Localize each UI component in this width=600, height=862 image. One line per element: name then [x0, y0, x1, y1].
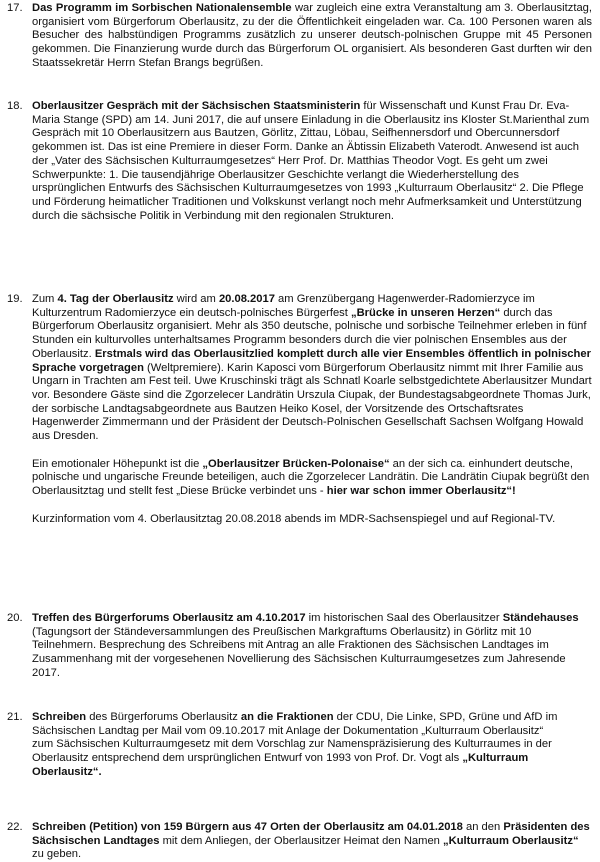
- item-body: [32, 711, 592, 780]
- bold-text: Treffen des Bürgerforums Oberlausitz am 4.10.2017: [32, 612, 306, 624]
- paragraph: [32, 2, 592, 71]
- list-item-17: [7, 2, 592, 71]
- paragraph: [32, 821, 592, 862]
- bold-text: „Kulturraum Oberlausitz“: [443, 834, 579, 847]
- text: Kurzinformation vom 4. Oberlausitztag 20.08.2018 abends im MDR-Sachsenspiegel und auf Regional-TV.: [32, 512, 556, 525]
- paragraph: [32, 293, 592, 444]
- bold-text: Oberlausitzer Gespräch mit der Sächsischen Staatsministerin: [32, 100, 361, 112]
- paragraph: [32, 513, 592, 527]
- text: des Bürgerforums Oberlausitz: [86, 711, 241, 723]
- list-item-20: [7, 612, 592, 681]
- text: wird am: [173, 293, 219, 305]
- bold-text: Schreiben (Petition) von 159 Bürgern aus 47 Orten der Oberlausitz am 04.01.2018: [32, 821, 463, 833]
- paragraph: [32, 738, 592, 779]
- text: war zugleich eine extra Veranstaltung am 3. Oberlausitztag, organisiert vom Bürgerforum Oberlausitz, zu der die Öffentlichkeit eingeladen war. Ca. 100 Personen waren als Besucher des halbstündigen Programms zusätzlich zu unserer deutsch-polnischen Gruppe mit 45 Personen gekommen. Die Finanzierung wurde durch das Bürgerforum OL organisiert. Als besonderen Gast durften wir den Staatssekretär Herrn Stefan Brangs begrüßen.: [32, 2, 592, 69]
- item-number: 19.: [7, 293, 23, 305]
- text: im historischen Saal des Oberlausitzer: [305, 612, 503, 624]
- item-body: [32, 821, 592, 862]
- item-number: 21.: [7, 711, 23, 723]
- bold-text: Präsidenten des Sächsischen Landtages: [32, 821, 590, 847]
- bold-text: Schreiben: [32, 711, 87, 723]
- bold-text: „Oberlausitzer Brücken-Polonaise“: [202, 457, 390, 470]
- item-number: 18.: [7, 100, 23, 112]
- bold-text: hier war schon immer Oberlausitz“!: [326, 485, 516, 498]
- paragraph: [32, 612, 592, 681]
- bold-text: „Kulturraum Oberlausitz“.: [32, 752, 529, 778]
- text: für Wissenschaft und Kunst Frau Dr. Eva-Maria Stange (SPD) am 14. Juni 2017, die auf unsere Einladung in die Oberlausitz ins Kloster St.Marienthal zum Gespräch mit 10 Oberlausitzern aus Bautzen, Görlitz, Zittau, Löbau, Seifhennersdorf und Obercunnersdorf gekommen ist. Das ist eine Premiere in dieser Form. Danke an Äbtissin Elizabeth Vaterodt. Anwesend ist auch der „Vater des Sächsischen Kulturraumgesetzes“ Herr Prof. Dr. Matthias Theodor Vogt. Es geht um zwei Schwerpunkte: 1. Die tausendjährige Oberlausitzer Geschichte verlangt die Wiederherstellung des ursprünglichen Entwurfs des Sächsischen Kulturraumgesetzes von 1993 „Kulturraum Oberlausitz“ 2. Die Pflege und Förderung heimatlicher Traditionen und Volkskunst verlangt noch mehr Aufmerksamkeit und Unterstützung durch die sächsische Politik in Verbindung mit den regionalen Strukturen.: [32, 100, 590, 222]
- item-body: [32, 100, 592, 223]
- bold-text: 4. Tag der Oberlausitz: [57, 293, 174, 305]
- text: am Grenzübergang Hagenwerder-Radomierzyce im Kulturzentrum Radomierzyce ein deutsch-polnisches Bürgerfest: [32, 293, 535, 319]
- bold-text: 20.08.2017: [218, 293, 275, 305]
- paragraph-gap: [32, 444, 592, 458]
- text: zum Sächsischen Kulturraumgesetz mit dem Vorschlag zur Namenspräzisierung des Kulturraumes in der Oberlausitz entsprechend dem ursprünglichen Entwurf von 1993 von Prof. Dr. Vogt als: [32, 738, 552, 765]
- text: Ein emotionaler Höhepunkt ist die: [32, 457, 203, 470]
- bold-text: „Brücke in unseren Herzen“: [351, 306, 501, 319]
- text: an den: [462, 821, 504, 833]
- text: (Tagungsort der Ständeversammlungen des Preußischen Markgraftums Oberlausitz) in Görlitz mit 10 Teilnehmern. Besprechung des Schreibens mit Antrag an alle Fraktionen des Sächsischen Landtages im Zusammenhang mit der vorgesehenen Novellierung des Sächsischen Kulturraumgesetzes zum Jahresende 2017.: [32, 625, 566, 679]
- paragraph-gap: [32, 499, 592, 513]
- bold-text: Erstmals wird das Oberlausitzlied komplett durch alle vier Ensembles öffentlich in polnischer Sprache vorgetragen: [32, 347, 591, 374]
- paragraph: [32, 711, 592, 738]
- item-body: [32, 612, 592, 681]
- list-item-18: [7, 100, 592, 223]
- list-item-19: [7, 293, 592, 527]
- item-number: 22.: [7, 821, 23, 833]
- paragraph: [32, 100, 592, 223]
- bold-text: Ständehauses: [502, 612, 579, 624]
- text: Zum: [32, 293, 58, 305]
- item-body: [32, 293, 592, 527]
- paragraph: [32, 458, 592, 499]
- list-item-21: [7, 711, 592, 780]
- text: durch das Bürgerforum Oberlausitz organisiert. Mehr als 350 deutsche, polnische und sorbische Teilnehmer erleben in fünf Stunden ein kulturvolles unterhaltsames Programm besonders durch die vier polnischen Ensembles aus der Oberlausitz.: [32, 306, 587, 360]
- bold-text: an die Fraktionen: [240, 711, 334, 723]
- list-item-22: [7, 821, 592, 862]
- item-number: 20.: [7, 612, 23, 624]
- bold-text: Das Programm im Sorbischen Nationalensemble: [32, 2, 292, 14]
- text: zu geben.: [32, 848, 82, 861]
- text: der CDU, Die Linke, SPD, Grüne und AfD im Sächsischen Landtag per Mail vom 09.10.2017 mit Anlage der Dokumentation „Kulturraum Oberlausitz“: [32, 711, 558, 737]
- text: (Weltpremiere). Karin Kaposci vom Bürgerforum Oberlausitz nimmt mit Ihrer Familie aus Ungarn in Trachten am Fest teil. Uwe Kruschinski trägt als Schnatl Koarle selbstgedichtete Aberlausitzer Mundart vor. Besondere Gäste sind die Zgorzelecer Landrätin Urszula Ciupak, der Bundestagsabgeordnete Thomas Jurk, der sorbische Landtagsabgeordnete aus Bautzen Heiko Kosel, der Vorsitzende des Ortschaftsrates Hagenwerder Zimmermann und der Präsident der Deutsch-Polnischen Gesellschaft Sachsen Wolfgang Howald aus Dresden.: [32, 361, 592, 443]
- text: an der sich ca. einhundert deutsche, polnische und ungarische Freunde beteiligen, auch die Zgorzelecer Landrätin. Die Landrätin Ciupak begrüßt den Oberlausitztag und stellt fest „Diese Brücke verbindet uns -: [32, 457, 590, 498]
- text: mit dem Anliegen, der Oberlausitzer Heimat den Namen: [159, 834, 444, 847]
- item-number: 17.: [7, 2, 23, 14]
- item-body: [32, 2, 592, 71]
